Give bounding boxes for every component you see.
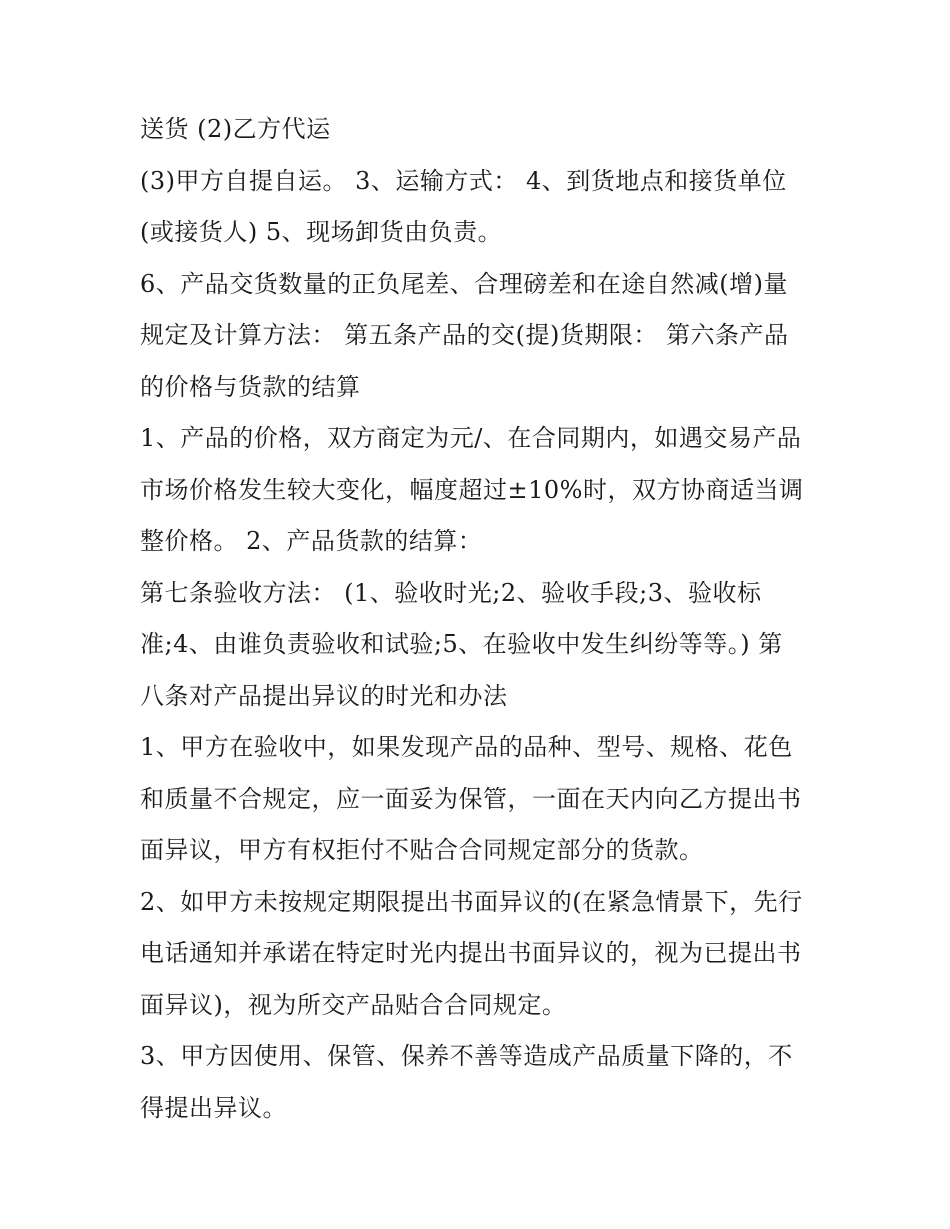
text-line: 八条对产品提出异议的时光和办法 (140, 681, 508, 710)
text-line: 得提出异议。 (140, 1093, 287, 1122)
text-line: 1、产品的价格，双方商定为元/、在合同期内，如遇交易产品 (140, 424, 802, 452)
text-line: 面异议，甲方有权拒付不贴合合同规定部分的货款。 (140, 836, 704, 864)
text-line: (或接货人) 5、现场卸货由负责。 (140, 218, 503, 246)
text-line: 1、甲方在验收中，如果发现产品的品种、型号、规格、花色 (140, 733, 793, 761)
text-line: 规定及计算方法： 第五条产品的交(提)货期限： 第六条产品 (140, 321, 789, 349)
text-line: 和质量不合规定，应一面妥为保管，一面在天内向乙方提出书 (140, 784, 802, 813)
text-line: 2、如甲方未按规定期限提出书面异议的(在紧急情景下，先行 (140, 887, 803, 916)
text-line: 电话通知并承诺在特定时光内提出书面异议的，视为已提出书 (140, 939, 802, 967)
text-line: 6、产品交货数量的正负尾差、合理磅差和在途自然减(增)量 (140, 269, 788, 298)
text-line: (3)甲方自提自运。 3、运输方式： 4、到货地点和接货单位 (140, 166, 787, 195)
text-line: 第七条验收方法： (1、验收时光;2、验收手段;3、验收标 (140, 578, 762, 607)
document-body (140, 104, 820, 1134)
text-line: 的价格与货款的结算 (140, 372, 361, 401)
text-line: 送货 (2)乙方代运 (140, 115, 331, 143)
text-line: 整价格。 2、产品货款的结算： (140, 527, 483, 555)
text-line: 3、甲方因使用、保管、保养不善等造成产品质量下降的，不 (140, 1042, 793, 1070)
text-line: 市场价格发生较大变化，幅度超过±10%时，双方协商适当调 (140, 475, 804, 504)
text-line: 面异议)，视为所交产品贴合合同规定。 (140, 990, 567, 1019)
text-line: 准;4、由谁负责验收和试验;5、在验收中发生纠纷等等。) 第 (140, 630, 783, 658)
